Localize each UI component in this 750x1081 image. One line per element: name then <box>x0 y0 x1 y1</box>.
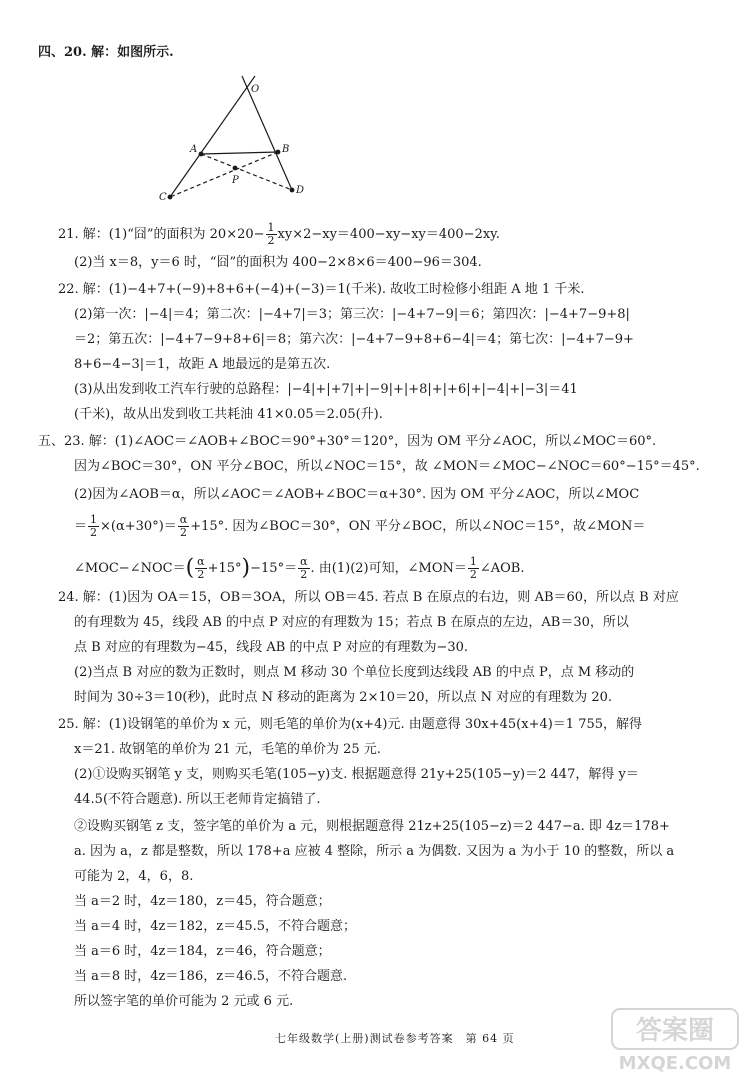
q23-line5: ∠MOC−∠NOC＝( $\frac{\alpha}{2}$ +15°)−15°＝ $\frac{\alpha}{2}$ . 由(1)(2)可知，∠MON＝ $\frac{1}{2}$ ∠AOB. <box>74 555 525 581</box>
q24-line1: 24. 解：(1)因为 OA＝15，OB＝3OA，所以 OB＝45. 若点 B 在原点的右边，则 AB＝60，所以点 B 对应 <box>58 590 679 605</box>
q25-case-a4: 当 a＝4 时，4z＝182，z＝45.5，不符合题意； <box>74 919 357 934</box>
point-d <box>290 188 295 193</box>
point-p <box>233 166 238 171</box>
q22-line6: (千米)，故从出发到收工共耗油 41×0.05＝2.05(升). <box>74 407 383 422</box>
label-b: B <box>282 144 290 155</box>
label-c: C <box>159 192 167 203</box>
q25-case-a8: 当 a＝8 时，4z＝186，z＝46.5，不符合题意. <box>74 969 348 984</box>
q23-line1: 五、23. 解：(1)∠AOC＝∠AOB+∠BOC＝90°+30°＝120°，因为 OM 平分∠AOC，所以∠MOC＝60°. <box>38 434 657 449</box>
q24-line2: 的有理数为 45，线段 AB 的中点 P 对应的有理数为 15；若点 B 在原点的左边，AB＝30，所以 <box>74 615 629 630</box>
watermark-logo <box>610 1005 740 1075</box>
fraction-alpha-half: $\frac{\alpha}{2}$ <box>300 555 308 581</box>
q24-line3: 点 B 对应的有理数为−45，线段 AB 的中点 P 对应的有理数为−30. <box>74 640 469 655</box>
q25-line6: a. 因为 a，z 都是整数，所以 178+a 应被 4 整除，所示 a 为偶数. 又因为 a 为小于 10 的整数，所以 a <box>74 844 675 859</box>
page-footer: 七年级数学(上册)测试卷参考答案 第 64 页 <box>275 1032 515 1045</box>
point-c <box>168 195 173 200</box>
q22-line3: ＝2；第五次：|−4+7−9+8+6|＝8；第六次：|−4+7−9+8+6−4|＝4；第七次：|−4+7−9+ <box>74 332 634 347</box>
q22-line1: 22. 解：(1)−4+7+(−9)+8+6+(−4)+(−3)＝1(千米). 故收工时检修小组距 A 地 1 千米. <box>58 282 585 297</box>
q25-line1: 25. 解：(1)设钢笔的单价为 x 元，则毛笔的单价为(x+4)元. 由题意得 30x+45(x+4)＝1 755，解得 <box>58 717 643 732</box>
label-o: O <box>251 84 260 95</box>
svg-text:MXQE.COM: MXQE.COM <box>618 1053 732 1074</box>
q25-line4: 44.5(不符合题意). 所以王老师肯定搞错了. <box>74 792 321 807</box>
q25-line5: ②设购买钢笔 z 支，签字笔的单价为 a 元，则根据题意得 21z+25(105−z)＝2 447−a. 即 4z＝178+ <box>74 819 670 834</box>
q20-heading: 四、20. 解：如图所示. <box>38 45 174 60</box>
fraction-half: $\frac{1}{2}$ <box>469 555 477 581</box>
svg-text:答案圈: 答案圈 <box>635 1016 715 1046</box>
label-a: A <box>190 144 198 155</box>
label-d: D <box>296 185 305 196</box>
segment-ab <box>201 152 278 154</box>
q25-case-a6: 当 a＝6 时，4z＝184，z＝46，符合题意； <box>74 944 331 959</box>
q23-line2: 因为∠BOC＝30°，ON 平分∠BOC，所以∠NOC＝15°，故 ∠MON＝∠MOC−∠NOC＝60°−15°＝45°. <box>74 459 700 474</box>
q25-case-a2: 当 a＝2 时，4z＝180，z＝45，符合题意； <box>74 894 331 909</box>
q22-line2: (2)第一次：|−4|＝4；第二次：|−4+7|＝3；第三次：|−4+7−9|＝6；第四次：|−4+7−9+8| <box>74 307 630 322</box>
q25-conclusion: 所以签字笔的单价可能为 2 元或 6 元. <box>74 994 294 1009</box>
q22-line5: (3)从出发到收工汽车行驶的总路程：|−4|+|+7|+|−9|+|+8|+|+6|+|−4|+|−3|＝41 <box>74 382 578 397</box>
q24-line4: (2)当点 B 对应的数为正数时，则点 M 移动 30 个单位长度到达线段 AB 的中点 P，点 M 移动的 <box>74 665 635 680</box>
fraction-one-half: $\frac{1}{2}$ <box>267 221 275 247</box>
q23-line3: (2)因为∠AOB＝α，所以∠AOC＝∠AOB+∠BOC＝α+30°. 因为 OM 平分∠AOC，所以∠MOC <box>74 487 640 502</box>
q25-line3: (2)①设购买钢笔 y 支，则购买毛笔(105−y)支. 根据题意得 21y+25(105−y)＝2 447，解得 y＝ <box>74 767 639 782</box>
q22-line4: 8+6−4−3|＝1，故距 A 地最远的是第五次. <box>74 357 331 372</box>
point-b <box>276 150 281 155</box>
fraction-alpha-half: $\frac{\alpha}{2}$ <box>179 513 188 539</box>
geometry-diagram <box>150 70 340 210</box>
q24-line5: 时间为 30÷3＝10(秒)，此时点 N 移动的距离为 2×10＝20，所以点 N 对应的有理数为 20. <box>74 690 612 705</box>
q25-line2: x＝21. 故钢笔的单价为 21 元，毛笔的单价为 25 元. <box>74 742 381 757</box>
q23-line4: ＝ $\frac{1}{2}$ ×(α+30°)＝ $\frac{\alpha}{2}$ +15°. 因为∠BOC＝30°，ON 平分∠BOC，所以∠NOC＝15°，故∠MON＝ <box>74 513 646 539</box>
q21-line2: (2)当 x＝8，y＝6 时，“囧”的面积为 400−2×8×6＝400−96＝304. <box>74 255 482 270</box>
label-p: P <box>232 175 239 186</box>
q21-line1: 21. 解：(1)“囧”的面积为 20×20− $\frac{1}{2}$ xy×2−xy＝400−xy−xy＝400−2xy. <box>58 221 500 247</box>
point-a <box>199 152 204 157</box>
q25-line7: 可能为 2，4，6，8. <box>74 869 194 884</box>
fraction-half: $\frac{1}{2}$ <box>90 513 98 539</box>
fraction-alpha-half: $\frac{\alpha}{2}$ <box>197 555 205 581</box>
